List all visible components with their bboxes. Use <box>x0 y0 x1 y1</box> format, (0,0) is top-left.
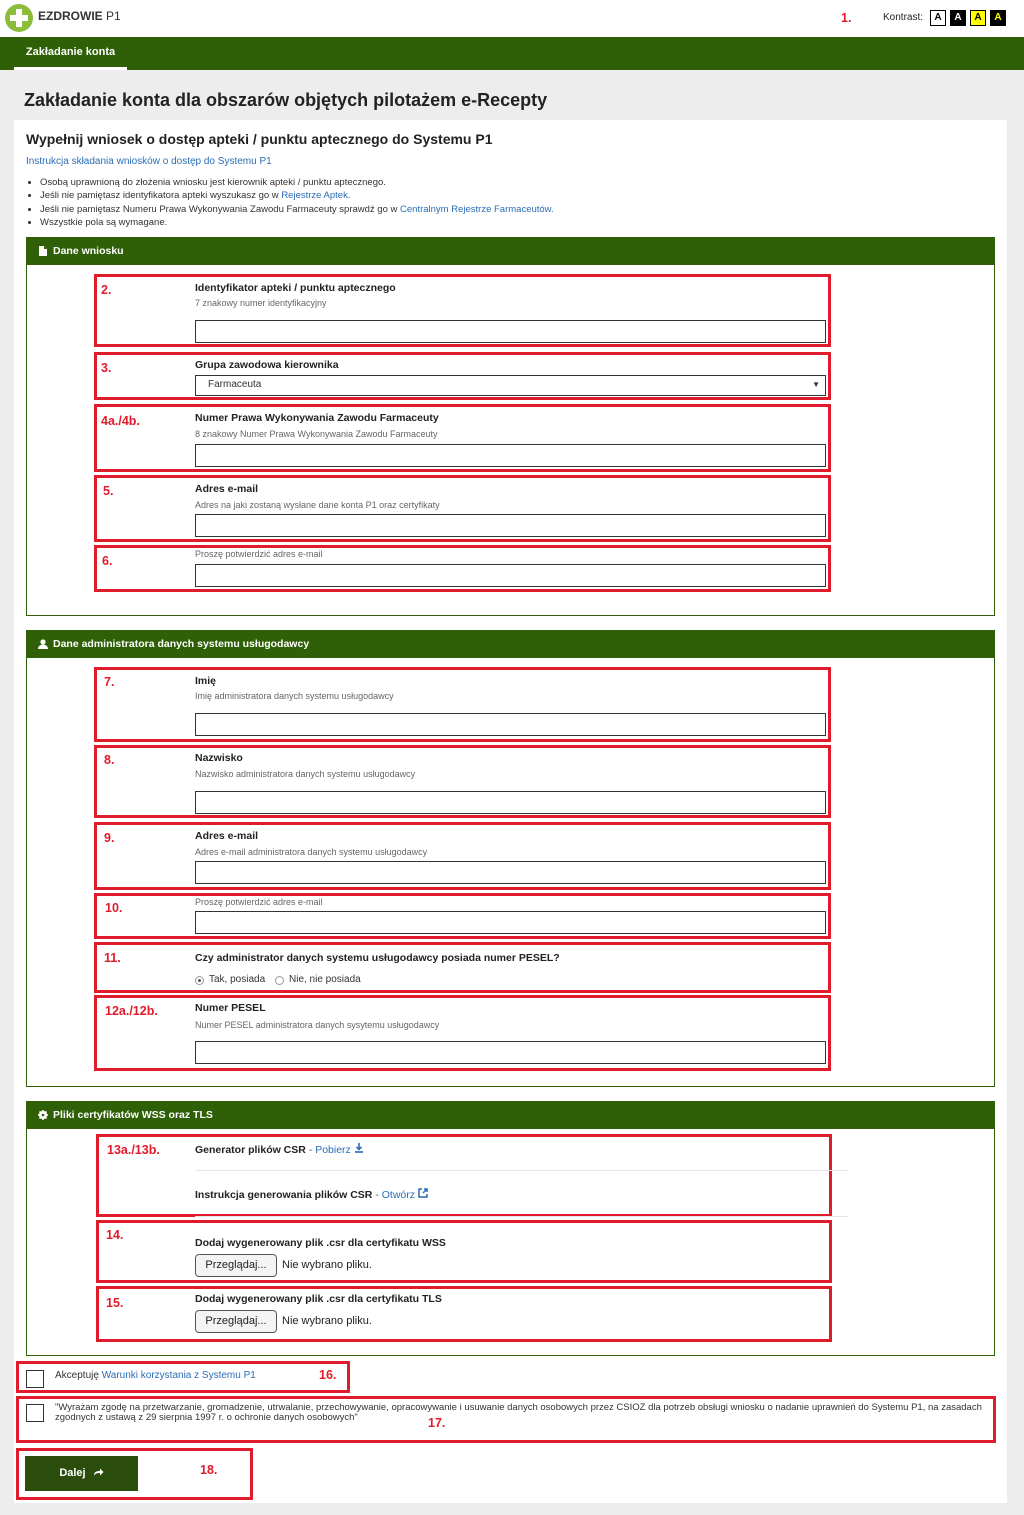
email-label: Adres e-mail <box>195 483 259 495</box>
csr-generator-download-link[interactable]: Pobierz <box>315 1144 351 1156</box>
annotation-number: 12a./12b. <box>105 1004 158 1018</box>
logo-icon[interactable] <box>5 4 33 32</box>
first-name-label: Imię <box>195 675 217 687</box>
group-label: Grupa zawodowa kierownika <box>195 359 339 371</box>
page-title: Zakładanie konta dla obszarów objętych pilotażem e-Recepty <box>24 90 548 110</box>
annotation-number: 14. <box>106 1228 124 1242</box>
last-name-label: Nazwisko <box>195 752 243 764</box>
contrast-black-on-yellow-button[interactable]: A <box>970 10 986 26</box>
download-icon[interactable] <box>354 1143 364 1153</box>
license-label: Numer Prawa Wykonywania Zawodu Farmaceuty <box>195 412 439 424</box>
main-nav <box>0 37 1024 70</box>
section-header: Pliki certyfikatów WSS oraz TLS <box>27 1102 994 1129</box>
info-list <box>40 176 554 229</box>
arrow-right-icon <box>93 1468 104 1477</box>
pesel-yes-radio[interactable] <box>195 976 204 985</box>
admin-email-hint: Adres e-mail administratora danych systemu usługodawcy <box>195 847 428 857</box>
annotation-number: 9. <box>104 831 115 845</box>
document-icon <box>38 246 48 256</box>
annotation-number: 2. <box>101 283 112 297</box>
active-tab-indicator <box>14 67 127 70</box>
section-header: Dane wniosku <box>27 238 994 265</box>
top-bar <box>0 0 1024 37</box>
annotation-number: 8. <box>104 753 115 767</box>
terms-checkbox[interactable] <box>26 1370 44 1388</box>
pesel-yes-label[interactable]: Tak, posiada <box>209 974 266 985</box>
pharmacy-id-label: Identyfikator apteki / punktu aptecznego <box>195 282 396 294</box>
annotation-number: 17. <box>428 1416 446 1430</box>
annotation-number: 1. <box>841 11 852 25</box>
email-confirm-hint: Proszę potwierdzić adres e-mail <box>195 549 323 559</box>
divider <box>195 1170 848 1171</box>
email-confirm-input[interactable] <box>195 564 826 587</box>
csr-instruction-open-link[interactable]: Otwórz <box>381 1189 415 1201</box>
instruction-link[interactable]: Instrukcja składania wniosków o dostęp do Systemu P1 <box>26 156 272 167</box>
pesel-hint: Numer PESEL administratora danych sysytemu usługodawcy <box>195 1020 440 1030</box>
next-button[interactable]: Dalej <box>25 1456 138 1491</box>
tls-file-status: Nie wybrano pliku. <box>282 1315 372 1327</box>
admin-email-label: Adres e-mail <box>195 830 259 842</box>
pesel-label: Numer PESEL <box>195 1002 266 1014</box>
section-header: Dane administratora danych systemu usługodawcy <box>27 631 994 658</box>
data-processing-checkbox[interactable] <box>26 1404 44 1422</box>
first-name-hint: Imię administratora danych systemu usługodawcy <box>195 691 394 701</box>
csr-generator-row: Generator plików CSR - Pobierz <box>195 1143 364 1156</box>
contrast-default-button[interactable]: A <box>930 10 946 26</box>
admin-email-input[interactable] <box>195 861 826 884</box>
wss-file-label: Dodaj wygenerowany plik .csr dla certyfikatu WSS <box>195 1237 446 1249</box>
last-name-input[interactable] <box>195 791 826 814</box>
wss-file-status: Nie wybrano pliku. <box>282 1259 372 1271</box>
csr-instruction-row: Instrukcja generowania plików CSR - Otwórz <box>195 1188 428 1201</box>
annotation-number: 6. <box>102 554 113 568</box>
wss-browse-button[interactable]: Przeglądaj... <box>195 1254 277 1277</box>
pesel-question-label: Czy administrator danych systemu usługodawcy posiada numer PESEL? <box>195 952 560 964</box>
first-name-input[interactable] <box>195 713 826 736</box>
logo-text[interactable]: EZDROWIE P1 <box>38 9 121 23</box>
pesel-input[interactable] <box>195 1041 826 1064</box>
annotation-number: 10. <box>105 901 123 915</box>
contrast-white-on-black-button[interactable]: A <box>950 10 966 26</box>
list-item: • Wszystkie pola są wymagane. <box>40 216 554 229</box>
annotation-number: 7. <box>104 675 115 689</box>
annotation-number: 13a./13b. <box>107 1143 160 1157</box>
data-processing-label: "Wyrażam zgodę na przetwarzanie, gromadzenie, utrwalanie, przechowywanie, opracowywanie i usuwanie danych osobowych przez CSIOZ dla potrzeb obsługi wniosku o nadanie uprawnień do Systemu P1, na zasadach zgodnych z ustawą z 29 sierpnia 1997 r. o ochronie danych osobowych" <box>55 1402 982 1423</box>
list-item: • Jeśli nie pamiętasz identyfikatora apteki wyszukasz go w Rejestrze Aptek. <box>40 189 554 202</box>
license-input[interactable] <box>195 444 826 467</box>
email-hint: Adres na jaki zostaną wysłane dane konta P1 oraz certyfikaty <box>195 500 440 510</box>
annotation-number: 4a./4b. <box>101 414 140 428</box>
annotation-number: 5. <box>103 484 114 498</box>
terms-label: Akceptuję Warunki korzystania z Systemu P1 <box>55 1370 256 1381</box>
list-item: • Osobą uprawnioną do złożenia wniosku jest kierownik apteki / punktu aptecznego. <box>40 176 554 189</box>
tls-file-label: Dodaj wygenerowany plik .csr dla certyfikatu TLS <box>195 1293 442 1305</box>
chevron-down-icon: ▼ <box>812 380 820 389</box>
pharmacy-id-input[interactable] <box>195 320 826 343</box>
annotation-number: 16. <box>319 1368 337 1382</box>
tls-browse-button[interactable]: Przeglądaj... <box>195 1310 277 1333</box>
pharmacy-register-link[interactable]: Rejestrze Aptek. <box>281 190 351 202</box>
admin-email-confirm-hint: Proszę potwierdzić adres e-mail <box>195 897 323 907</box>
admin-email-confirm-input[interactable] <box>195 911 826 934</box>
tab-zakladanie-konta[interactable]: Zakładanie konta <box>25 46 116 58</box>
annotation-number: 3. <box>101 361 112 375</box>
list-item: • Jeśli nie pamiętasz Numeru Prawa Wykonywania Zawodu Farmaceuty sprawdź go w Centralnym Rejestrze Farmaceutów. <box>40 203 554 216</box>
gear-icon <box>38 1110 48 1120</box>
license-hint: 8 znakowy Numer Prawa Wykonywania Zawodu Farmaceuty <box>195 429 438 439</box>
pesel-no-label[interactable]: Nie, nie posiada <box>289 974 361 985</box>
pharmacist-register-link[interactable]: Centralnym Rejestrze Farmaceutów. <box>400 203 554 215</box>
terms-link[interactable]: Warunki korzystania z Systemu P1 <box>101 1370 256 1381</box>
divider <box>195 1216 848 1217</box>
user-icon <box>38 639 48 649</box>
annotation-box-11 <box>94 942 831 993</box>
annotation-number: 11. <box>104 951 121 965</box>
email-input[interactable] <box>195 514 826 537</box>
external-link-icon[interactable] <box>418 1188 428 1198</box>
group-select[interactable]: Farmaceuta ▼ <box>195 375 826 396</box>
form-subtitle: Wypełnij wniosek o dostęp apteki / punktu aptecznego do Systemu P1 <box>26 131 493 147</box>
pesel-no-radio[interactable] <box>275 976 284 985</box>
contrast-yellow-on-black-button[interactable]: A <box>990 10 1006 26</box>
annotation-number: 18. <box>200 1463 218 1477</box>
last-name-hint: Nazwisko administratora danych systemu usługodawcy <box>195 769 416 779</box>
annotation-number: 15. <box>106 1296 124 1310</box>
pharmacy-id-hint: 7 znakowy numer identyfikacyjny <box>195 298 327 308</box>
contrast-label: Kontrast: <box>883 12 924 23</box>
